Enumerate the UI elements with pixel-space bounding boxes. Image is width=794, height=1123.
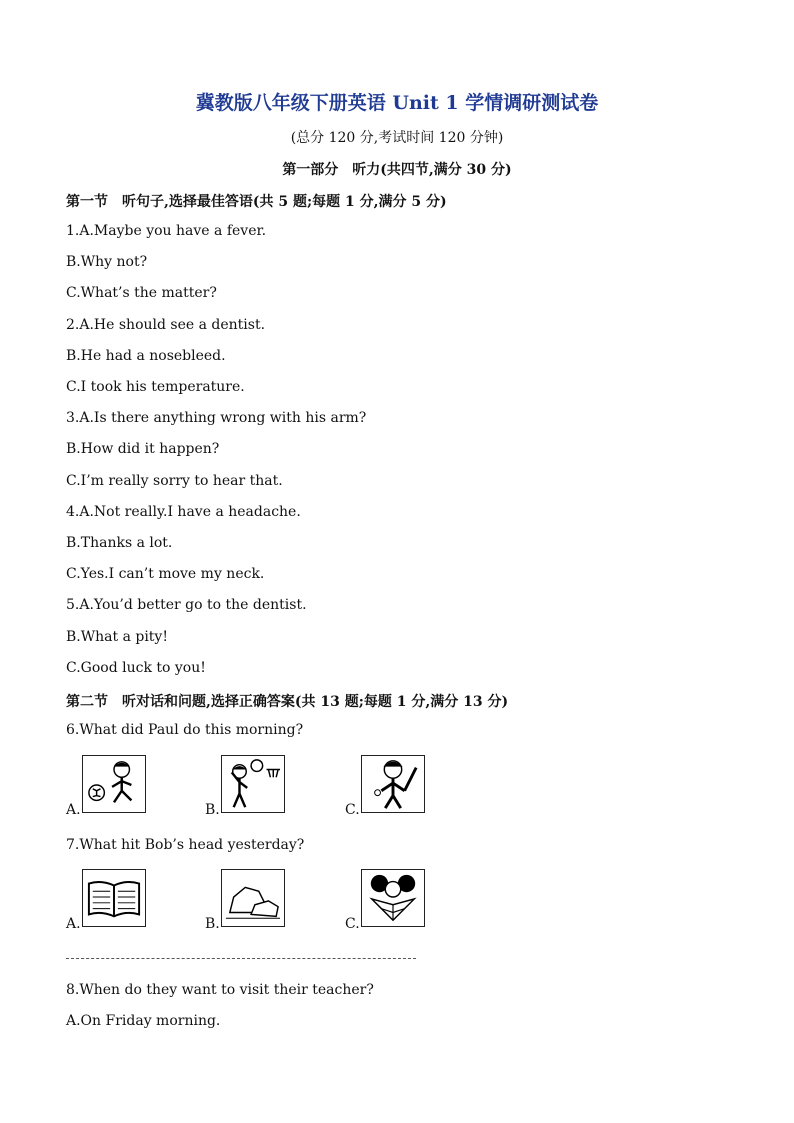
option-a-label: A.: [66, 802, 81, 818]
question-line: B.How did it happen?: [66, 441, 220, 457]
question-line: 4.A.Not really.I have a headache.: [66, 504, 301, 520]
question-line: C.Yes.I can’t move my neck.: [66, 566, 265, 582]
option-b-label: B.: [205, 802, 220, 818]
question-line: C.Good luck to you!: [66, 660, 206, 676]
kite-icon: [361, 869, 425, 927]
question-line: B.What a pity!: [66, 629, 168, 645]
question-line: 5.A.You’d better go to the dentist.: [66, 597, 307, 613]
question-line: 3.A.Is there anything wrong with his arm?: [66, 410, 367, 426]
question-8: 8.When do they want to visit their teacher?: [66, 982, 374, 998]
question-line: B.Thanks a lot.: [66, 535, 173, 551]
baseball-player-icon: [361, 755, 425, 813]
option-c-label: C.: [345, 802, 360, 818]
question-line: 2.A.He should see a dentist.: [66, 317, 266, 333]
question-line: B.He had a nosebleed.: [66, 348, 226, 364]
question-8-option-a: A.On Friday morning.: [66, 1013, 221, 1029]
option-a-label: A.: [66, 916, 81, 932]
question-line: C.What’s the matter?: [66, 285, 217, 301]
question-7: 7.What hit Bob’s head yesterday?: [66, 837, 305, 853]
option-b-label: B.: [205, 916, 220, 932]
question-line: B.Why not?: [66, 254, 148, 270]
soccer-player-icon: [82, 755, 146, 813]
section-1-heading: 第一节 听句子,选择最佳答语(共 5 题;每题 1 分,满分 5 分): [66, 194, 447, 210]
question-line: C.I took his temperature.: [66, 379, 245, 395]
basketball-player-icon: [221, 755, 285, 813]
rock-icon: [221, 869, 285, 927]
page-title: 冀教版八年级下册英语 Unit 1 学情调研测试卷: [195, 92, 599, 114]
part-1-heading: 第一部分 听力(共四节,满分 30 分): [282, 162, 512, 178]
question-line: 1.A.Maybe you have a fever.: [66, 223, 267, 239]
question-line: C.I’m really sorry to hear that.: [66, 473, 283, 489]
page-divider: [66, 958, 416, 959]
section-2-heading: 第二节 听对话和问题,选择正确答案(共 13 题;每题 1 分,满分 13 分): [66, 694, 509, 710]
option-c-label: C.: [345, 916, 360, 932]
book-icon: [82, 869, 146, 927]
exam-info: (总分 120 分,考试时间 120 分钟): [290, 130, 504, 146]
question-6: 6.What did Paul do this morning?: [66, 722, 304, 738]
